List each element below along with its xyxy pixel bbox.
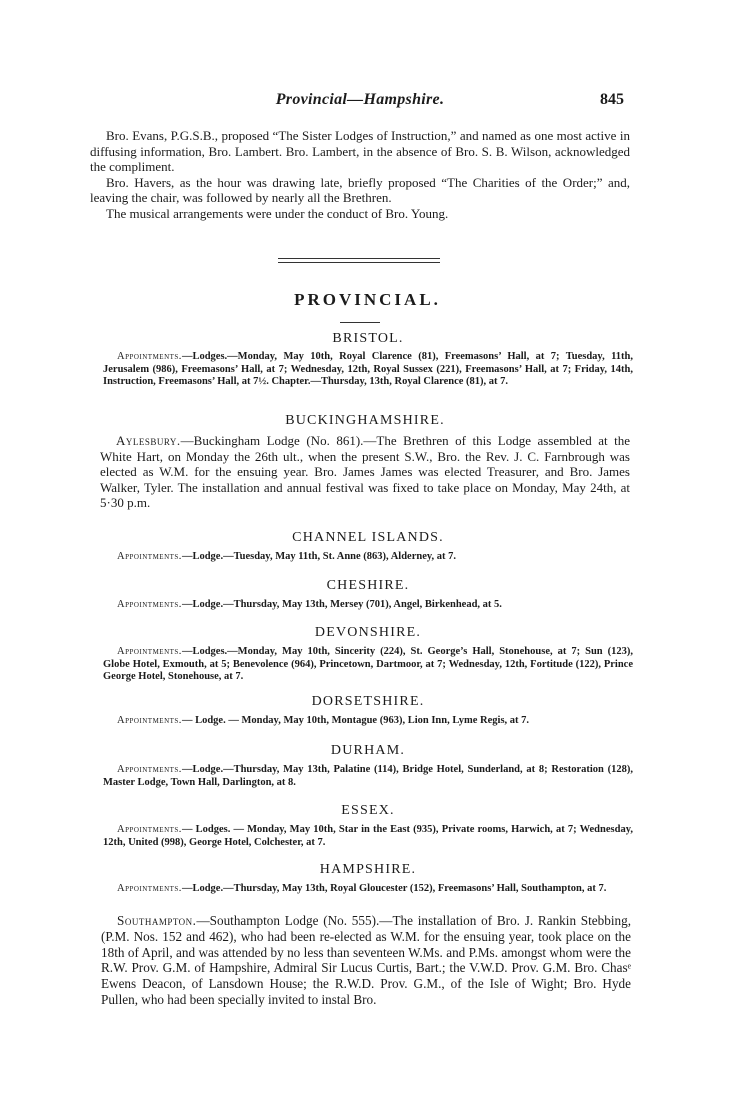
heading-rule <box>340 322 380 323</box>
body-text: —Lodges.—Monday, May 10th, Royal Clarence (81), Freemasons’ Hall, at 7; Tuesday, 11th, Jerusalem (986), Freemasons’ Hall, at 7; Wednesday, 12th, Royal Sussex (221), Freemasons’ Hall, at 7; Friday, 14th, Instruction, Freemasons’ Hall, at 7½. Chapter.—Thursday, 13th, Royal Clarence (81), at 7. <box>103 351 633 387</box>
lead-word: Appointments. <box>117 883 182 894</box>
section-text <box>103 551 633 564</box>
hampshire-report <box>101 913 631 1008</box>
section-text <box>103 883 633 896</box>
section-heading: BRISTOL. <box>332 331 404 346</box>
section-text <box>103 351 633 389</box>
lead-word: Appointments. <box>117 824 182 835</box>
running-title: Provincial—Hampshire. <box>275 91 445 108</box>
lead-word: Appointments. <box>117 764 182 775</box>
body-text: —Buckingham Lodge (No. 861).—The Brethren of this Lodge assembled at the White Hart, on Monday the 26th ult., when the present S.W., Bro. the Rev. J. C. Farnbrough was elected as W.M. for the ensuing year. Bro. James James was elected Treasurer, and Bro. James Walker, Tyler. The installation and annual festival was fixed to take place on Monday, May 24th, at 5·30 p.m. <box>100 433 630 511</box>
lead-word: Appointments. <box>117 646 182 657</box>
section-heading: ESSEX. <box>341 803 395 818</box>
section-divider <box>278 258 440 263</box>
section-dorsetshire <box>103 694 633 728</box>
body-text: —Southampton Lodge (No. 555).—The installation of Bro. J. Rankin Stebbing, (P.M. Nos. 152 and 462), who had been re-elected as W.M. for the ensuing year, took place on the 18th of April, and was attended by no less than seventeen W.Ms. and P.Ms. amongst whom were the R.W. Prov. G.M. of Hampshire, Admiral Sir Lucus Curtis, Bart.; the V.W.D. Prov. G.M. Bro. Chasᵉ Ewens Deacon, of Lansdown House; the R.W.D. Prov. G.M., of the Isle of Wight; Bro. Hyde Pullen, who had been specially invited to instal Bro. <box>101 913 631 1007</box>
section-devonshire <box>103 625 633 684</box>
section-heading: DURHAM. <box>330 743 406 758</box>
body-text: —Lodge.—Thursday, May 13th, Palatine (114), Bridge Hotel, Sunderland, at 8; Restoration (128), Master Lodge, Town Hall, Darlington, at 8. <box>103 764 633 788</box>
body-text: —Lodge.—Tuesday, May 11th, St. Anne (863), Alderney, at 7. <box>181 551 457 562</box>
intro-paragraph: Bro. Havers, as the hour was drawing late, briefly proposed “The Charities of the Order;” and, leaving the chair, was followed by nearly all the Brethren. <box>90 174 630 206</box>
body-text: — Lodge. — Monday, May 10th, Montague (963), Lion Inn, Lyme Regis, at 7. <box>181 715 530 726</box>
section-heading: CHANNEL ISLANDS. <box>292 530 444 545</box>
section-heading: DORSETSHIRE. <box>311 694 425 709</box>
section-text <box>103 824 633 849</box>
body-text: —Lodges.—Monday, May 10th, Sincerity (224), St. George’s Hall, Stonehouse, at 7; Sun (123), Globe Hotel, Exmouth, at 5; Benevolence (964), Princetown, Dartmoor, at 7; Wednesday, 12th, Fortitude (122), Prince George Hotel, Stonehouse, at 7. <box>103 646 633 682</box>
body-text: —Lodge.—Thursday, May 13th, Royal Gloucester (152), Freemasons’ Hall, Southampton, at 7. <box>181 883 607 894</box>
lead-word: Appointments. <box>117 715 182 726</box>
lead-word: Aylesbury. <box>116 433 181 448</box>
page-number: 845 <box>600 91 624 108</box>
section-text <box>103 599 633 612</box>
section-bristol <box>103 331 633 389</box>
main-heading: PROVINCIAL. <box>294 290 441 309</box>
section-cheshire <box>103 578 633 612</box>
section-heading: BUCKINGHAMSHIRE. <box>285 413 445 428</box>
body-text: —Lodge.—Thursday, May 13th, Mersey (701), Angel, Birkenhead, at 5. <box>181 599 502 610</box>
intro-paragraph: Bro. Evans, P.G.S.B., proposed “The Sister Lodges of Instruction,” and named as one most active in diffusing information, Bro. Lambert. Bro. Lambert, in the absence of Bro. S. B. Wilson, acknowledged the compliment. <box>90 128 630 175</box>
section-text <box>103 646 633 684</box>
section-hampshire <box>103 862 633 896</box>
lead-word: Appointments. <box>117 551 182 562</box>
running-head <box>90 91 630 111</box>
section-buckinghamshire <box>100 413 630 511</box>
section-heading: HAMPSHIRE. <box>319 862 417 877</box>
section-text <box>103 715 633 728</box>
lead-word: Southampton. <box>117 913 197 928</box>
section-essex <box>103 803 633 849</box>
section-text <box>100 433 630 511</box>
lead-word: Appointments. <box>117 351 182 362</box>
section-text <box>103 764 633 789</box>
section-heading: CHESHIRE. <box>326 578 410 593</box>
section-heading: DEVONSHIRE. <box>314 625 422 640</box>
intro-text <box>90 128 630 222</box>
section-durham <box>103 743 633 789</box>
section-text <box>101 913 631 1008</box>
lead-word: Appointments. <box>117 599 182 610</box>
body-text: — Lodges. — Monday, May 10th, Star in the East (935), Private rooms, Harwich, at 7; Wednesday, 12th, United (998), George Hotel, Colchester, at 7. <box>103 824 633 848</box>
section-channel-islands <box>103 530 633 564</box>
intro-paragraph: The musical arrangements were under the conduct of Bro. Young. <box>106 205 449 221</box>
